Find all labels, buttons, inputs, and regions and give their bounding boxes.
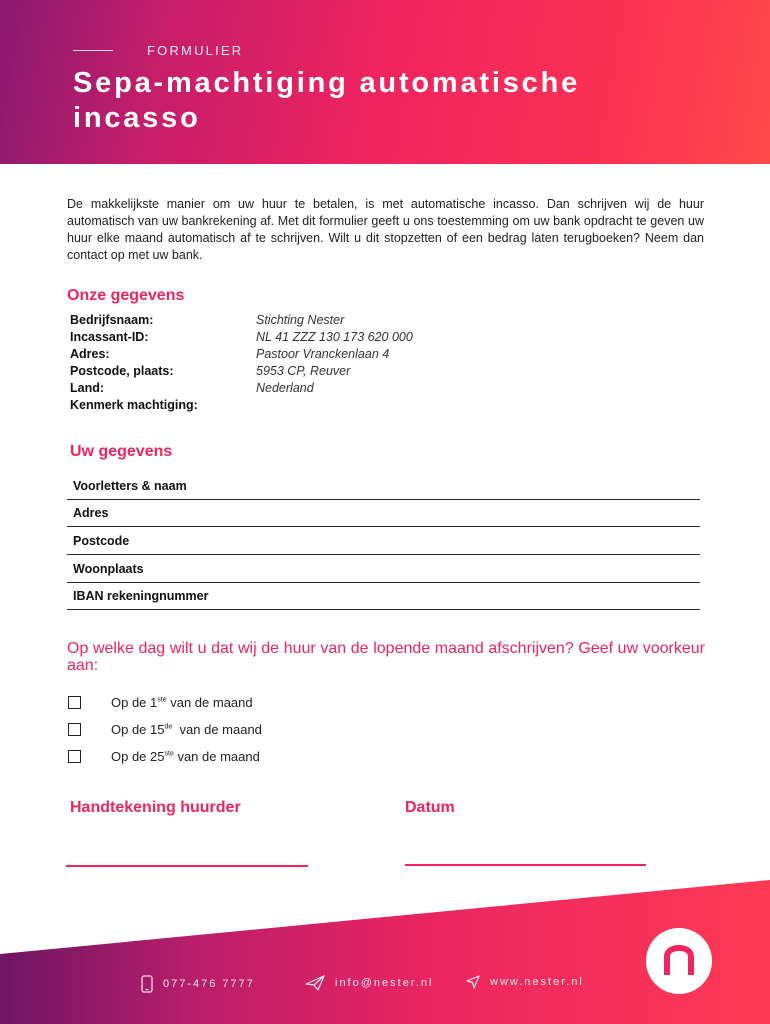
option-label: Op de 15de van de maand: [111, 722, 262, 737]
section-title-onze-gegevens: Onze gegevens: [67, 287, 185, 304]
date-line[interactable]: [405, 864, 646, 866]
header-kicker: FORMULIER: [147, 43, 244, 58]
field-label: IBAN rekeningnummer: [73, 589, 209, 604]
nester-logo-icon: [660, 942, 698, 980]
field-address[interactable]: [67, 500, 700, 528]
option-label: Op de 25ste van de maand: [111, 749, 260, 764]
info-row: [70, 380, 490, 397]
info-row: [70, 363, 490, 380]
company-info: [70, 312, 490, 414]
header-rule: [73, 50, 113, 51]
website-icon: [466, 975, 480, 989]
field-label: Voorletters & naam: [73, 478, 187, 493]
field-label: Woonplaats: [73, 561, 144, 576]
info-label: Bedrijfsnaam:: [70, 313, 154, 327]
nester-logo: [646, 928, 712, 994]
info-label: Kenmerk machtiging:: [70, 398, 198, 412]
info-value: 5953 CP, Reuver: [256, 364, 351, 378]
field-iban[interactable]: [67, 583, 700, 611]
phone-icon: [141, 975, 153, 993]
info-row: [70, 346, 490, 363]
checkbox[interactable]: [68, 750, 81, 763]
email-icon: [305, 975, 325, 991]
signature-label: Handtekening huurder: [70, 799, 241, 816]
date-label: Datum: [405, 799, 455, 816]
header-banner: [0, 0, 770, 164]
info-label: Adres:: [70, 347, 110, 361]
phone-text: 077-476 7777: [163, 978, 255, 990]
option-day-25[interactable]: [68, 743, 262, 770]
field-label: Postcode: [73, 534, 130, 549]
info-value: NL 41 ZZZ 130 173 620 000: [256, 330, 413, 344]
info-label: Incassant-ID:: [70, 330, 149, 344]
info-row: [70, 329, 490, 346]
info-label: Land:: [70, 381, 105, 395]
option-day-1[interactable]: [68, 689, 262, 716]
field-label: Adres: [73, 506, 109, 521]
footer-website[interactable]: [466, 975, 584, 989]
footer-email[interactable]: [305, 975, 434, 991]
signature-line[interactable]: [66, 865, 308, 867]
field-city[interactable]: [67, 555, 700, 583]
checkbox[interactable]: [68, 696, 81, 709]
info-value: Nederland: [256, 381, 314, 395]
option-label: Op de 1ste van de maand: [111, 695, 253, 710]
info-row: [70, 397, 490, 414]
footer-phone[interactable]: [141, 975, 255, 993]
checkbox[interactable]: [68, 723, 81, 736]
info-label: Postcode, plaats:: [70, 364, 174, 378]
intro-text: De makkelijkste manier om uw huur te betalen, is met automatische incasso. Dan schrijven wij de huur automatisch van uw bankrekening af. Met dit formulier geeft u ons toestemming om uw bank opdracht te geven uw huur elke maand automatisch af te schrijven. Wilt u dit stopzetten of een bedrag laten terugboeken? Neem dan contact op met uw bank.: [67, 197, 704, 262]
day-options: [68, 689, 262, 770]
section-title-uw-gegevens: Uw gegevens: [70, 443, 173, 460]
field-postcode[interactable]: [67, 527, 700, 555]
email-text: info@nester.nl: [335, 977, 434, 989]
field-name[interactable]: [67, 472, 700, 500]
info-value: Pastoor Vranckenlaan 4: [256, 347, 390, 361]
tenant-fields: [67, 472, 700, 610]
day-question: Op welke dag wilt u dat wij de huur van de lopende maand afschrijven? Geef uw voorkeur aan:: [67, 640, 705, 674]
page-title: Sepa-machtiging automatische incasso: [73, 67, 581, 134]
option-day-15[interactable]: [68, 716, 262, 743]
info-row: [70, 312, 490, 329]
website-text: www.nester.nl: [490, 976, 584, 988]
info-value: Stichting Nester: [256, 313, 345, 327]
